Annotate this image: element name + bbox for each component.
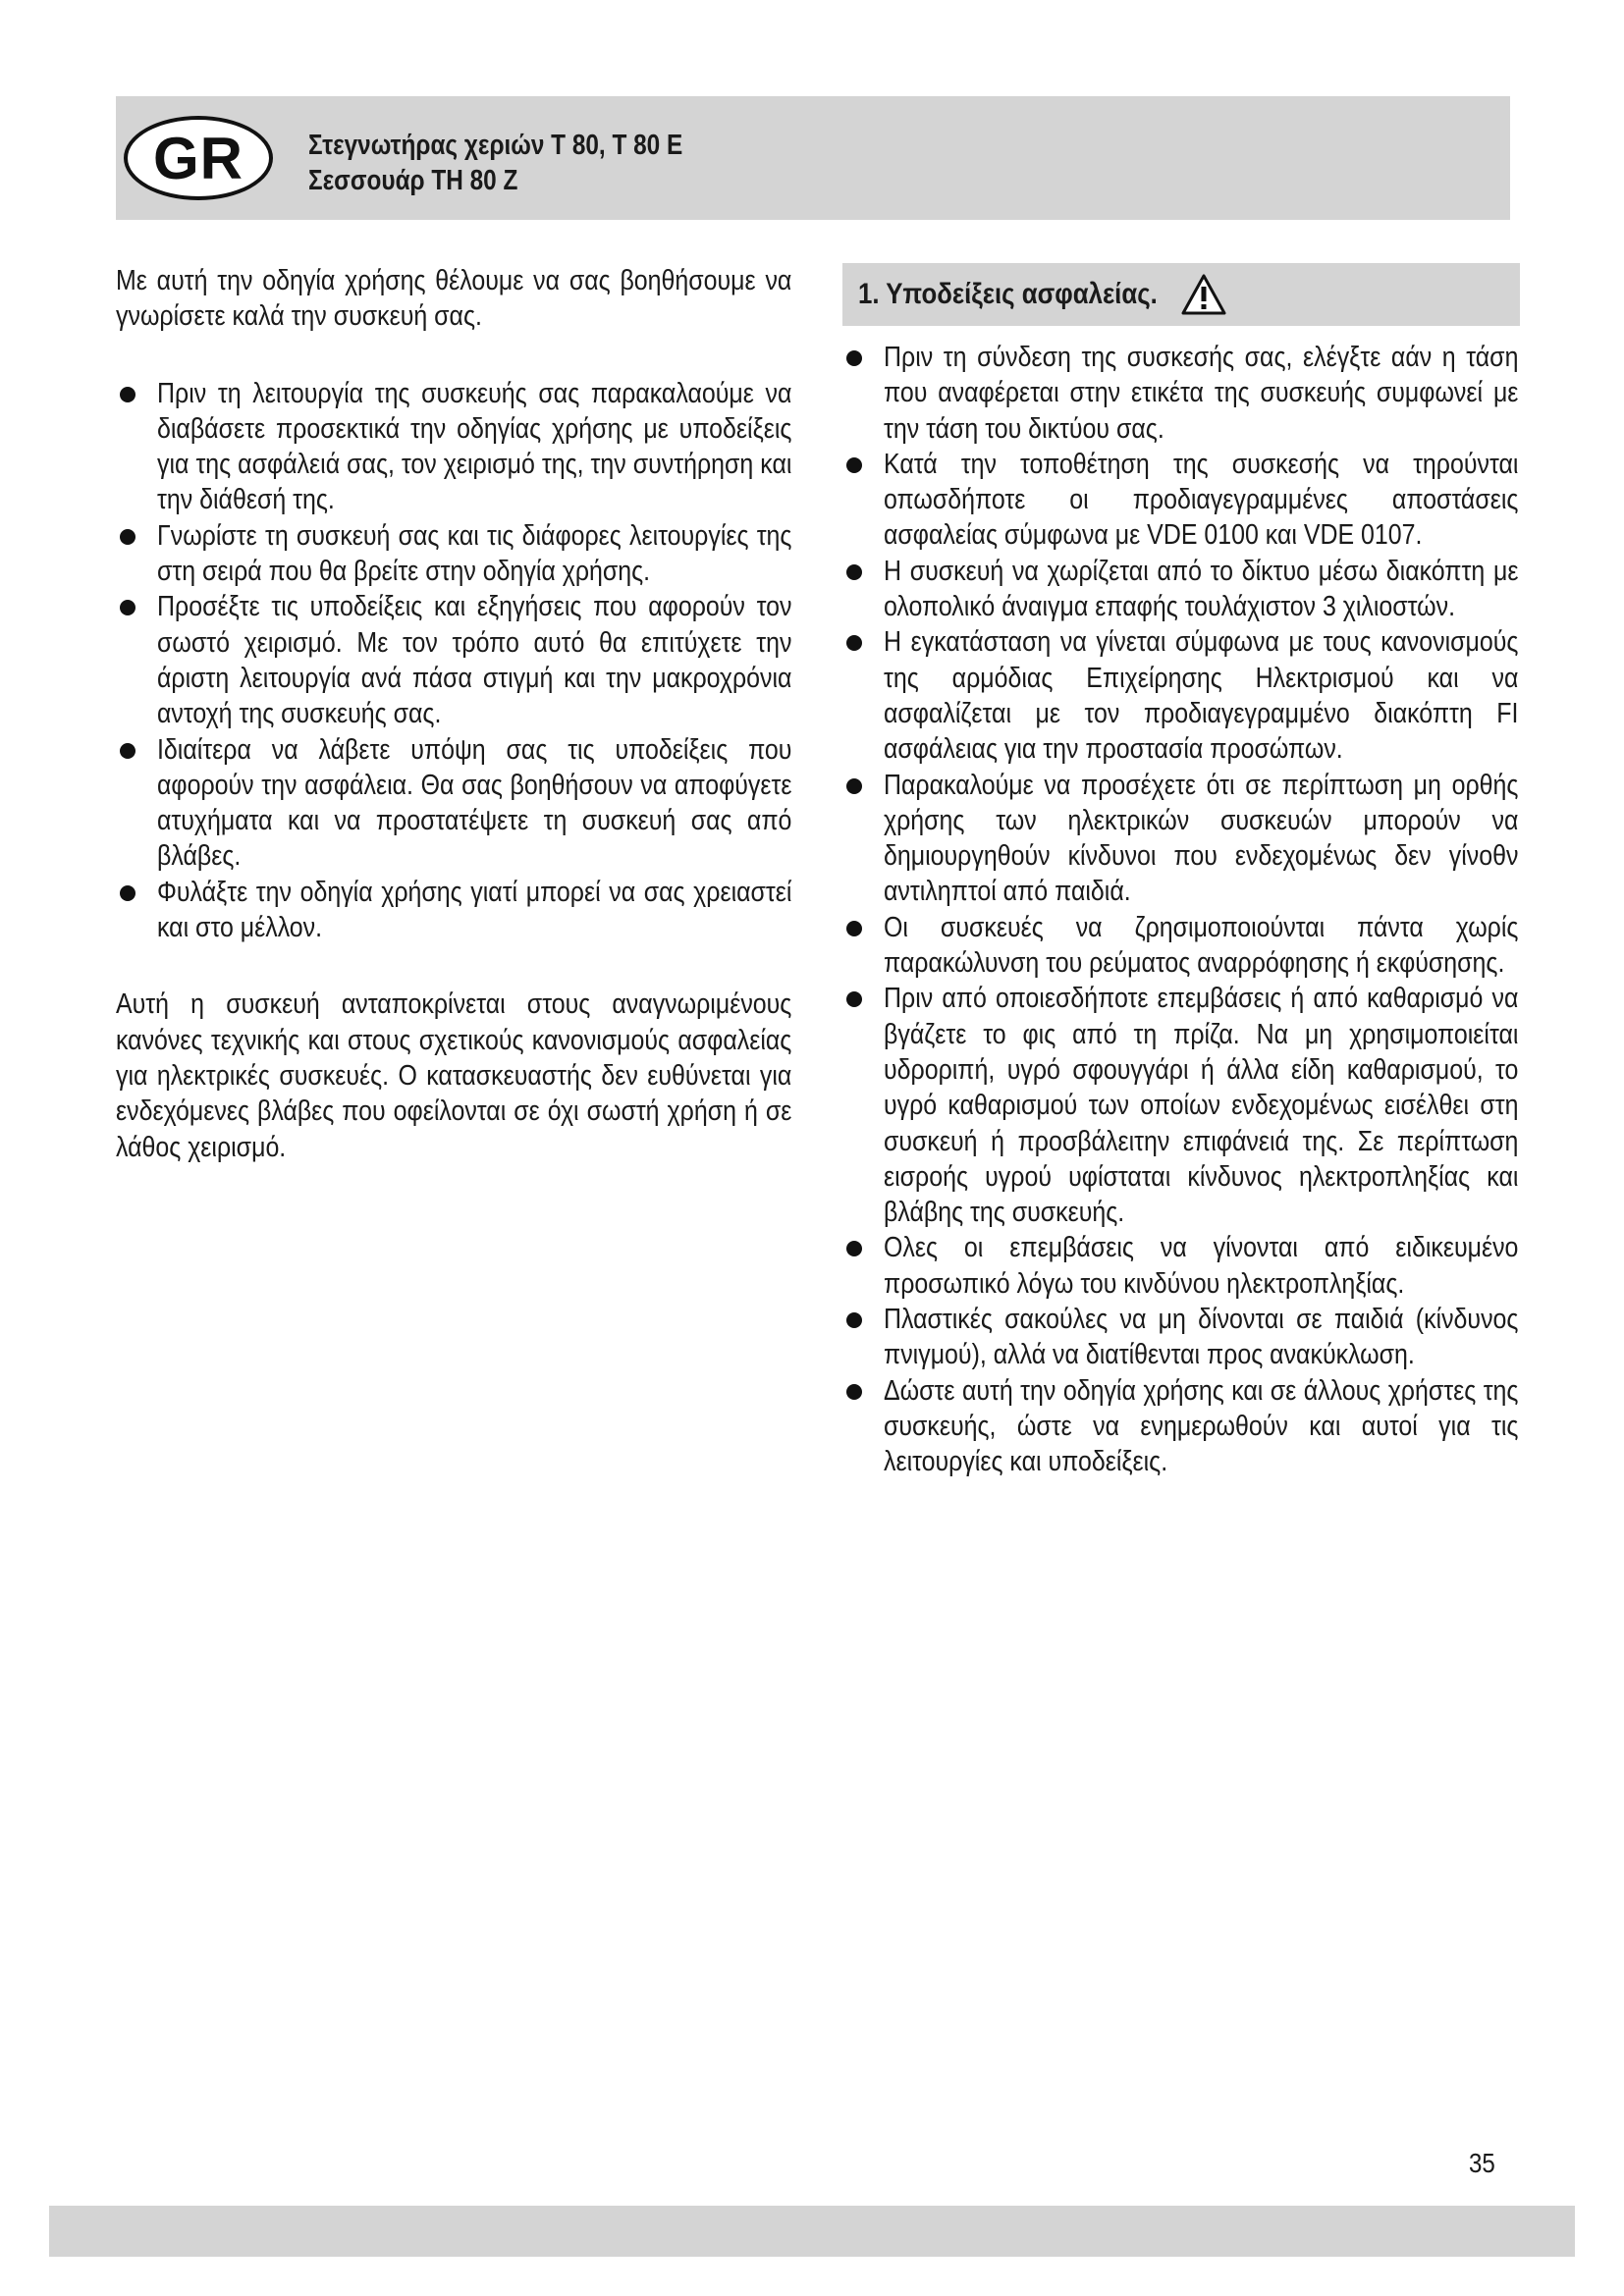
list-item: Η συσκευή να χωρίζεται από το δίκτυο μέσω διακόπτη με ολοπολικό άναιγμα επαφής τουλάχιστον 3 χιλιοστών. [842,554,1520,625]
list-item: Ολες οι επεμβάσεις να γίνονται από ειδικευμένο προσωπικό λόγω του κινδύνου ηλεκτροπληξίας. [842,1230,1520,1302]
list-item: Προσέξτε τις υποδείξεις και εξηγήσεις που αφορούν τον σωστό χειρισμό. Με τον τρόπο αυτό θα επιτύχετε την άριστη λειτουργία ανά πάσα στιγμή και την μακροχρόνια αντοχή της συσκευής σας. [116,589,793,731]
list-item: Ιδιαίτερα να λάβετε υπόψη σας τις υποδείξεις που αφορούν την ασφάλεια. Θα σας βοηθήσουν να αποφύγετε ατυχήματα και να προστατέψετε τη συσκευή σας από βλάβες. [116,732,793,875]
section-title: 1. Υποδείξεις ασφαλείας. [858,277,1158,310]
list-item: Πριν από οποιεσδήποτε επεμβάσεις ή από καθαρισμό να βγάζετε το φις από τη πρίζα. Να μη χρησιμοποιείται υδροριπή, υγρό σφουγγάρι ή άλλα είδη καθαρισμού, το υγρό καθαρισμού των οποίων ενδεχομένως εισέλθει στη συσκευή ή προσβάλειτην επιφάνειά της. Σε περίπτωση εισροής υγρού υφίσταται κίνδυνος ηλεκτροπληξίας και βλάβης της συσκευής. [842,981,1520,1230]
intro-bullet-list [116,376,793,946]
conformity-note: Αυτή η συσκευή ανταποκρίνεται στους αναγνωριμένους κανόνες τεχνικής και στους σχετικούς κανονισμούς ασφαλείας για ηλεκτρικές συσκευές. Ο κατασκευαστής δεν ευθύνεται για ενδεχόμενες βλάβες που οφείλονται σε όχι σωστή χρήση ή σε λάθος χειρισμό. [116,988,792,1163]
safety-section-header [842,263,1520,326]
footer-bar [49,2206,1575,2257]
safety-bullet-list [842,340,1520,1480]
list-item: Γνωρίστε τη συσκευή σας και τις διάφορες λειτουργίες της στη σειρά που θα βρείτε στην οδηγία χρήσης. [116,518,793,590]
list-item: Δώστε αυτή την οδηγία χρήσης και σε άλλους χρήστες της συσκευής, ώστε να ενημερωθούν και αυτοί για τις λειτουργίες και υποδείξεις. [842,1373,1520,1480]
list-item: Παρακαλούμε να προσέχετε ότι σε περίπτωση μη ορθής χρήσης των ηλεκτρικών συσκευών μπορούν να δημιουργηθούν κίνδυνοι που ενδεχομένως δεν γίνοθν αντιληπτοί από παιδιά. [842,768,1520,910]
document-title [308,128,682,198]
page-number: 35 [1469,2148,1495,2178]
title-line-1: Στεγνωτήρας χεριών T 80, T 80 E [308,130,683,161]
page-header [116,96,1510,220]
intro-paragraph: Με αυτή την οδηγία χρήσης θέλουμε να σας βοηθήσουμε να γνωρίσετε καλά την συσκευή σας. [116,265,792,333]
list-item: Πλαστικές σακούλες να μη δίνονται σε παιδιά (κίνδυνος πνιγμού), αλλά να διατίθενται προς ανακύκλωση. [842,1302,1520,1373]
warning-triangle-icon [1180,273,1227,316]
right-column [842,263,1520,1480]
country-code-badge: GR [124,116,273,200]
list-item: Πριν τη λειτουργία της συσκευής σας παρακαλαούμε να διαβάσετε προσεκτικά την οδηγίας χρήσης με υποδείξεις για της ασφάλειά σας, τον χειρισμό της, την συντήρηση και την διάθεσή της. [116,376,793,518]
list-item: Φυλάξτε την οδηγία χρήσης γιατί μπορεί να σας χρειαστεί και στο μέλλον. [116,875,793,946]
title-line-2: Σεσσουάρ TH 80 Z [308,165,518,196]
left-column [116,263,793,1165]
list-item: Κατά την τοποθέτηση της συσκεσής να τηρούνται οπωσδήποτε οι προδιαγεγραμμένες αποστάσεις ασφαλείας σύμφωνα με VDE 0100 και VDE 0107. [842,447,1520,554]
list-item: Πριν τη σύνδεση της συσκεσής σας, ελέγξτε αάν η τάση που αναφέρεται στην ετικέτα της συσκευής συμφωνεί με την τάση του δικτύου σας. [842,340,1520,447]
list-item: Οι συσκευές να ζρησιμοποιούνται πάντα χωρίς παρακώλυνση του ρεύματος αναρρόφησης ή εκφύσησης. [842,910,1520,982]
list-item: Η εγκατάσταση να γίνεται σύμφωνα με τους κανονισμούς της αρμόδιας Επιχείρησης Ηλεκτρισμού και να ασφαλίζεται με τον προδιαγεγραμμένο διακόπτη FI ασφάλειας για την προστασία προσώπων. [842,624,1520,767]
